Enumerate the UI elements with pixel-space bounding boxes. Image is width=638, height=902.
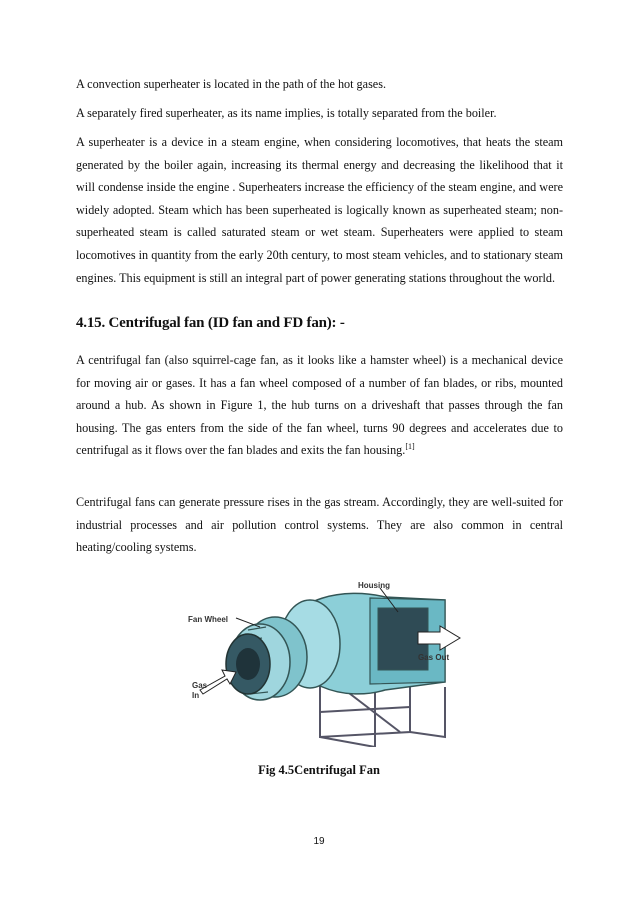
section-heading: 4.15. Centrifugal fan (ID fan and FD fan): -	[76, 315, 345, 331]
label-gas-in-line1: Gas	[192, 681, 208, 690]
centrifugal-fan-figure	[170, 572, 462, 747]
paragraph-superheater-description: A superheater is a device in a steam engine, when considering locomotives, that heats the steam generated by the boiler again, increasing its thermal energy and decreasing the likelihood that it will condense inside the engine . Superheaters increase the efficiency of the steam engine, and were widely adopted. Steam which has been superheated is logically known as superheated steam; non-superheated steam is called saturated steam or wet steam. Superheaters were applied to steam locomotives in quantity from the early 20th century, to most steam vehicles, and to stationary steam engines. This equipment is still an integral part of power generating stations throughout the world.	[76, 135, 563, 285]
label-housing: Housing	[358, 581, 390, 590]
paragraph-separately-fired-superheater: A separately fired superheater, as its name implies, is totally separated from the boiler.	[76, 106, 497, 120]
page-number: 19	[313, 836, 325, 847]
label-gas-in-line2: In	[192, 691, 200, 700]
paragraph-centrifugal-fan-description	[76, 349, 563, 462]
fan-wheel	[226, 617, 307, 700]
label-fan-wheel: Fan Wheel	[188, 615, 229, 624]
paragraph-centrifugal-fan-text: A centrifugal fan (also squirrel-cage fan, as it looks like a hamster wheel) is a mechanical device for moving air or gases. It has a fan wheel composed of a number of fan blades, or ribs, mounted around a hub. As shown in Figure 1, the hub turns on a driveshaft that passes through the fan housing. The gas enters from the side of the fan wheel, turns 90 degrees and accelerates due to centrifugal as it flows over the fan blades and exits the fan housing.	[76, 353, 563, 458]
label-gas-out: Gas Out	[418, 653, 450, 662]
paragraph-convection-superheater: A convection superheater is located in the path of the hot gases.	[76, 77, 387, 91]
citation-reference: [1]	[405, 442, 415, 452]
paragraph-centrifugal-fan-applications: Centrifugal fans can generate pressure rises in the gas stream. Accordingly, they are well-suited for industrial processes and air pollution control systems. They are also common in central heating/cooling systems.	[76, 495, 563, 555]
figure-caption: Fig 4.5Centrifugal Fan	[258, 763, 380, 777]
